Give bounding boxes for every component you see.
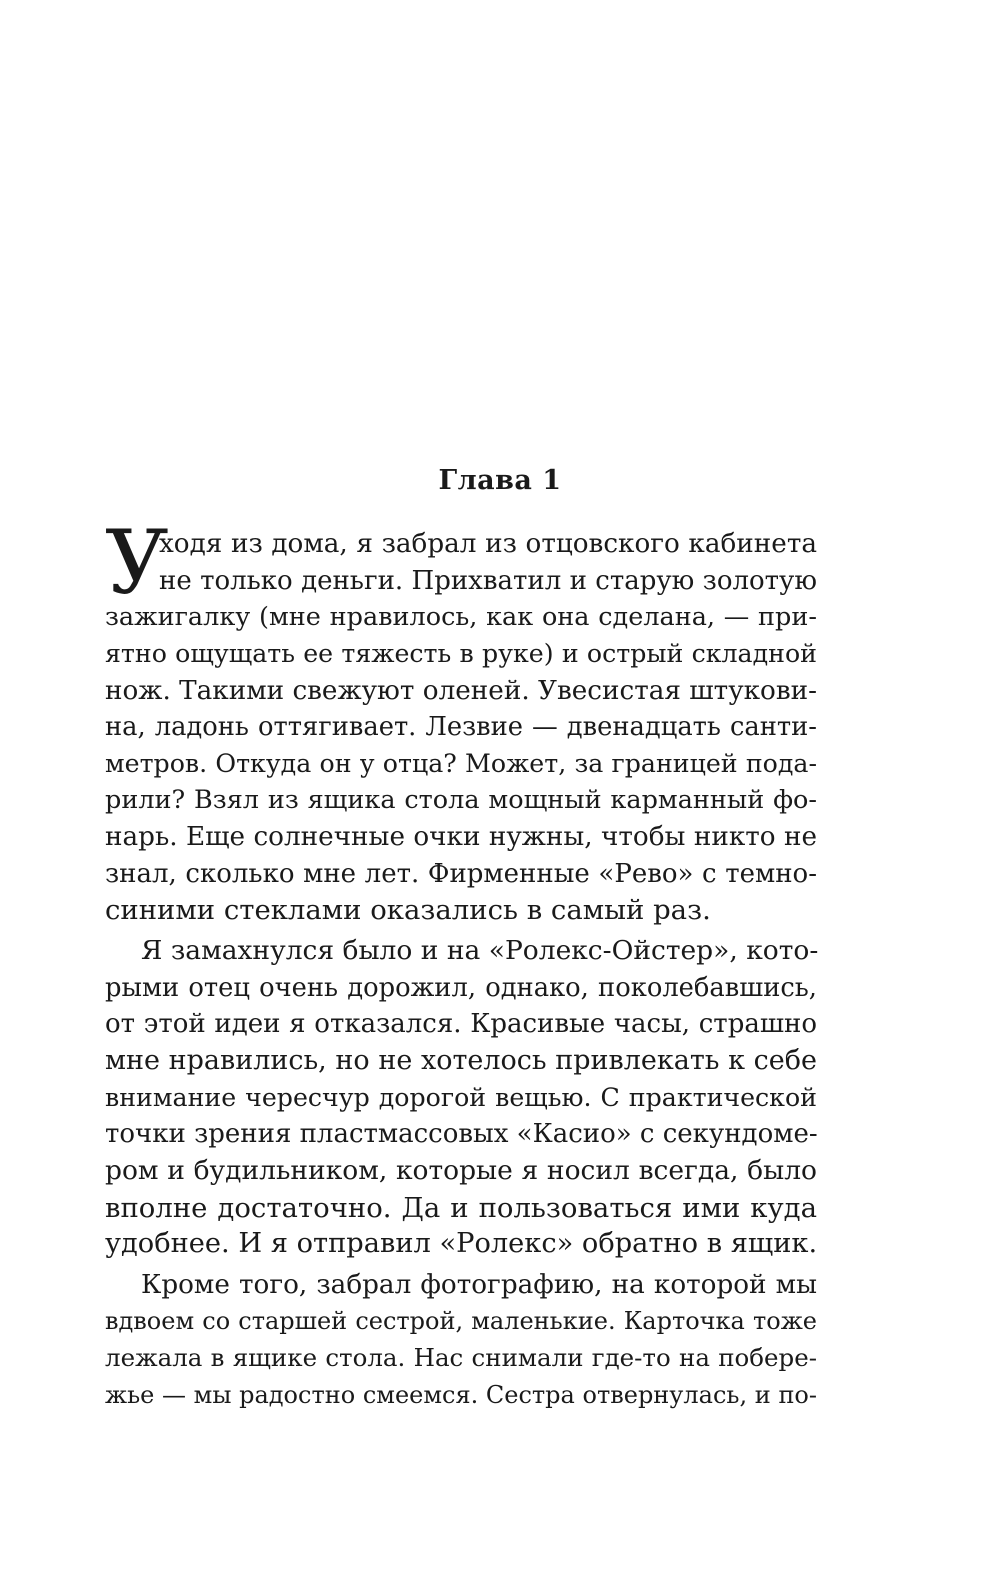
text-line: мне нравились, но не хотелось привлекать к себе <box>105 1044 817 1076</box>
text-line: Кроме того, забрал фотографию, на которой мы <box>141 1269 817 1300</box>
text-line: знал, сколько мне лет. Фирменные «Рево» с темно- <box>105 858 817 889</box>
text-line: ходя из дома, я забрал из отцовского кабинета <box>159 529 817 559</box>
text-line: ятно ощущать ее тяжесть в руке) и острый складной <box>105 638 817 668</box>
text-line: удобнее. И я отправил «Ролекс» обратно в ящик. <box>105 1228 818 1260</box>
text-line: внимание чересчур дорогой вещью. С практической <box>105 1082 817 1112</box>
text-line: метров. Откуда он у отца? Может, за границей пода- <box>105 748 817 778</box>
text-line: Я замахнулся было и на «Ролекс-Ойстер», кото- <box>141 935 819 967</box>
text-line: вполне достаточно. Да и пользоваться ими куда <box>105 1191 817 1224</box>
text-line: рыми отец очень дорожил, однако, поколебавшись, <box>105 972 817 1003</box>
paragraph-3 <box>105 1267 817 1414</box>
text-line: вдвоем со старшей сестрой, маленькие. Карточка тоже <box>105 1307 817 1336</box>
chapter-text <box>105 511 819 1413</box>
text-line: жье — мы радостно смеемся. Сестра отвернулась, и по- <box>105 1380 817 1409</box>
text-line: не только деньги. Прихватил и старую золотую <box>159 565 817 596</box>
text-line: нарь. Еще солнечные очки нужны, чтобы никто не <box>105 822 817 853</box>
text-line: синими стеклами оказались в самый раз. <box>105 894 711 927</box>
paragraph-2 <box>105 933 817 1263</box>
chapter-title: Глава 1 <box>438 465 562 496</box>
text-line: лежала в ящике стола. Нас снимали где-то на побере- <box>105 1343 817 1373</box>
drop-cap: У <box>105 511 169 614</box>
text-line: точки зрения пластмассовых «Касио» с секундоме- <box>105 1119 818 1150</box>
text-line: нож. Такими свежуют оленей. Увесистая штукови- <box>105 675 817 706</box>
text-line: на, ладонь оттягивает. Лезвие — двенадцать санти- <box>105 712 817 743</box>
text-line: ром и будильником, которые я носил всегда, было <box>105 1154 817 1186</box>
text-line: от этой идеи я отказался. Красивые часы, страшно <box>105 1009 817 1040</box>
paragraph-1 <box>105 511 817 929</box>
text-line: рили? Взял из ящика стола мощный карманный фо- <box>105 785 817 816</box>
text-line: зажигалку (мне нравилось, как она сделана, — при- <box>105 602 817 633</box>
